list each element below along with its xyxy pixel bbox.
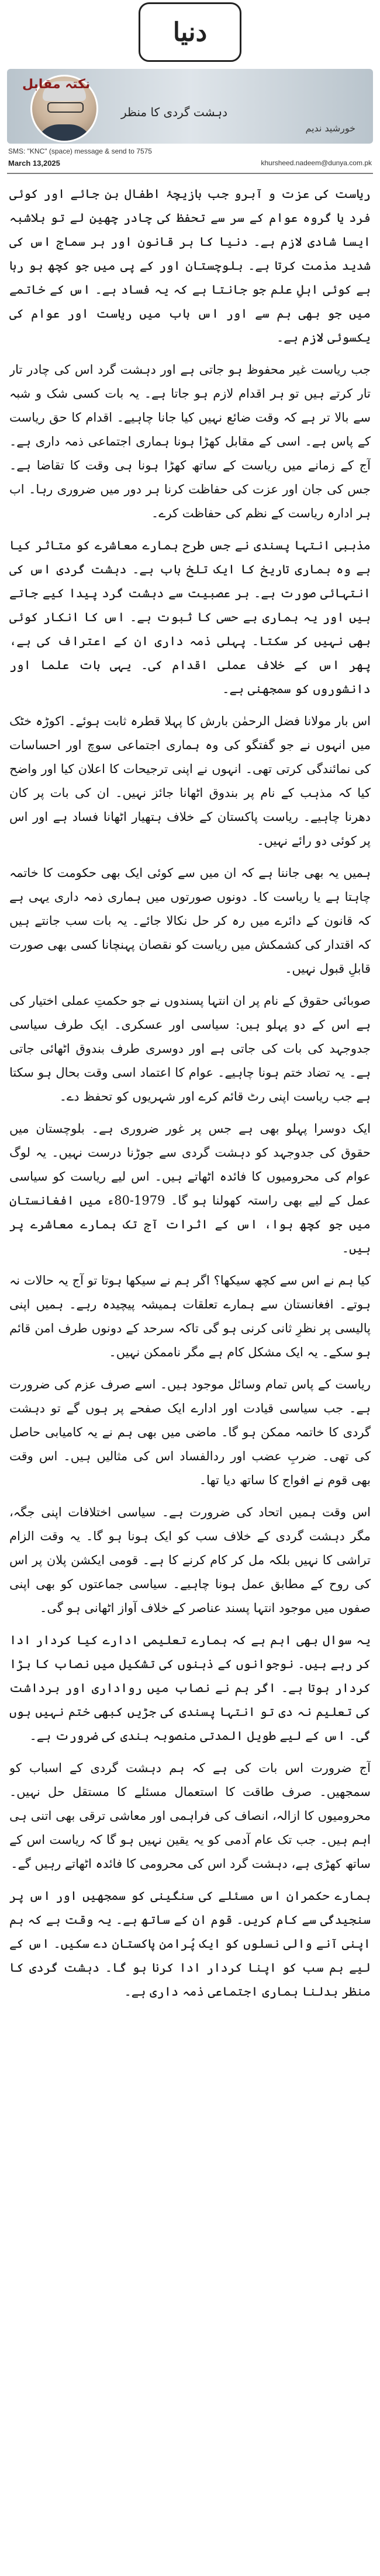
article-paragraph: آج ضرورت اس بات کی ہے کہ ہم دہشت گردی کے اسباب کو سمجھیں۔ صرف طاقت کا استعمال مسئلے کا مستقل حل نہیں۔ محرومیوں کا ازالہ، انصاف کی فراہمی اور معاشی ترقی بھی اتنی ہی اہم ہیں۔ جب تک عام آدمی کو یہ یقین نہیں ہو گا کہ ریاست اس کے ساتھ کھڑی ہے، دہشت گرد اس کی محرومی کا فائدہ اٹھاتے رہیں گے۔ (9, 1761, 371, 1871)
article-paragraph: صوبائی حقوق کے نام پر ان انتہا پسندوں نے جو حکمتِ عملی اختیار کی ہے اس کے دو پہلو ہیں: سیاسی اور عسکری۔ ایک طرف سیاسی جدوجہد کی بات کی جاتی ہے اور دوسری طرف بندوق اٹھائی جاتی ہے۔ یہ تضاد ختم ہونا چاہیے۔ عوام کا اعتماد اسی وقت بحال ہو سکتا ہے جب ریاست اپنی رٹ قائم کرے اور شہریوں کو تحفظ دے۔ (9, 994, 371, 1103)
author-email: khursheed.nadeem@dunya.com.pk (261, 159, 372, 167)
author-name: خورشید ندیم (305, 123, 355, 134)
column-header (7, 69, 373, 144)
article-paragraph: اس بار مولانا فضل الرحمٰن بارش کا پہلا قطرہ ثابت ہوئے۔ اکوڑہ خٹک میں انہوں نے جو گفتگو کی وہ ہماری اجتماعی سوچ اور احساسات کی نمائندگی کرتی تھی۔ انہوں نے اپنی ترجیحات کا اعلان کیا اور واضح کیا کہ مذہب کے نام پر بندوق اٹھانا جائز نہیں۔ ان کی بات پر کان دھرنا چاہیے۔ ریاست پاکستان کے خلاف ہتھیار اٹھانا فساد ہے اور اس پر کوئی دو رائے نہیں۔ (9, 714, 371, 848)
article-paragraph: اس وقت ہمیں اتحاد کی ضرورت ہے۔ سیاسی اختلافات اپنی جگہ، مگر دہشت گردی کے خلاف سب کو ایک ہونا ہو گا۔ یہ وقت الزام تراشی کا نہیں بلکہ مل کر کام کرنے کا ہے۔ قومی ایکشن پلان پر اس کی روح کے مطابق عمل ہونا چاہیے۔ سیاسی جماعتوں کو بھی اپنی صفوں میں موجود انتہا پسند عناصر کے خلاف آواز اٹھانی ہو گی۔ (9, 1505, 371, 1615)
header-divider (7, 173, 373, 174)
article-paragraph: ہمیں یہ بھی جاننا ہے کہ ان میں سے کوئی ایک بھی حکومت کا خاتمہ چاہتا ہے یا ریاست کا۔ دونوں صورتوں میں ہماری ذمہ داری یہی ہے کہ قانون کے دائرے میں رہ کر حل نکالا جائے۔ یہ بات سب جانتے ہیں کہ اقتدار کی کشمکش میں ریاست کو نقصان پہنچانا کسی بھی صورت قابلِ قبول نہیں۔ (9, 866, 371, 976)
column-logo: نکتہ مقابل (22, 77, 91, 92)
article-paragraph: یہ سوال بھی اہم ہے کہ ہمارے تعلیمی ادارے کیا کردار ادا کر رہے ہیں۔ نوجوانوں کے ذہنوں کی تشکیل میں نصاب کا بڑا کردار ہوتا ہے۔ اگر ہم نے نصاب میں رواداری اور برداشت کی تعلیم نہ دی تو انتہا پسندی کی جڑیں کبھی ختم نہیں ہوں گی۔ اس کے لیے طویل المدتی منصوبہ بندی کی ضرورت ہے۔ (9, 1633, 371, 1743)
column-headline: دہشت گردی کا منظر (120, 105, 228, 119)
article-paragraph: مذہبی انتہا پسندی نے جس طرح ہمارے معاشرے کو متاثر کیا ہے وہ ہماری تاریخ کا ایک تلخ باب ہے۔ دہشت گردی اس کی انتہائی صورت ہے۔ ہر عصبیت سے دہشت گرد پیدا کیے جاتے ہیں اور یہ ہماری بے حسی کا ثبوت ہے۔ اس کا انکار کوئی بھی نہیں کر سکتا۔ پہلی ذمہ داری ان کے اعتراف کی ہے، پھر اس کے خلاف عملی اقدام کی۔ یہی بات علما اور دانشوروں کو سمجھنی ہے۔ (9, 538, 371, 696)
dunya-logo (139, 2, 241, 62)
dunya-logo-text: دنیا (172, 17, 208, 47)
sms-instruction: SMS: "KNC" (space) message & send to 7575 (8, 147, 152, 155)
article-body (9, 182, 371, 2564)
publish-date: March 13,2025 (8, 159, 60, 168)
article-paragraph: جب ریاست غیر محفوظ ہو جاتی ہے اور دہشت گرد اس کی چادر تار تار کرتے ہیں تو ہر اقدام لازم ہو جاتا ہے۔ یہ بات کسی شک و شبہ سے بالا تر ہے کہ وقت ضائع نہیں کیا جانا چاہیے۔ اقدام کا حق ریاست کے پاس ہے۔ اسی کے مقابل کھڑا ہونا ہماری اجتماعی ذمہ داری ہے۔ آج کے زمانے میں ریاست کے ساتھ کھڑا ہونا ہی وقت کا تقاضا ہے۔ جس کی جان اور عزت کی حفاظت کرنا ہر دور میں ضروری رہا۔ اب ہر ادارہ ریاست کے نظم کی حفاظت کرے۔ (9, 363, 371, 520)
article-paragraph: ہمارے حکمران اس مسئلے کی سنگینی کو سمجھیں اور اس پر سنجیدگی سے کام کریں۔ قوم ان کے ساتھ ہے۔ یہ وقت ہے کہ ہم اپنی آنے والی نسلوں کو ایک پُرامن پاکستان دے سکیں۔ اس کے لیے ہم سب کو اپنا کردار ادا کرنا ہو گا۔ دہشت گردی کا منظر بدلنا ہماری اجتماعی ذمہ داری ہے۔ (9, 1889, 371, 1999)
article-paragraph: ریاست کی عزت و آبرو جب بازیچۂ اطفال بن جائے اور کوئی فرد یا گروہ عوام کے سر سے تحفظ کی چادر چھین لے تو بلاشبہ ایسا شادی لازم ہے۔ دنیا کا ہر قانون اور ہر سماج اس کی شدید مذمت کرتا ہے۔ بلوچستان اور کے پی میں جو کچھ ہو رہا ہے کوئی اہلِ علم جو جانتا ہے کہ یہ فساد ہے۔ اس کے خاتمے میں جو بھی ہم سے اور اس باب میں ریاست اور عوام کی یکسوئی لازم ہے۔ (9, 187, 371, 344)
article-paragraph: ایک دوسرا پہلو بھی ہے جس پر غور ضروری ہے۔ بلوچستان میں حقوق کی جدوجہد کو دہشت گردی سے جوڑنا درست نہیں۔ یہ لوگ عوام کی محرومیوں کا فائدہ اٹھاتے ہیں۔ اس لیے ریاست کو سیاسی عمل کے لیے بھی راستہ کھولنا ہو گا۔ 1979-80ء میں افغانستان میں جو کچھ ہوا، اس کے اثرات آج تک ہمارے معاشرے پر ہیں۔ (9, 1122, 371, 1255)
masthead (0, 0, 380, 64)
article-paragraph: ریاست کے پاس تمام وسائل موجود ہیں۔ اسے صرف عزم کی ضرورت ہے۔ جب سیاسی قیادت اور ادارے ایک صفحے پر ہوں گے تو دہشت گردی کا خاتمہ ممکن ہو گا۔ ماضی میں بھی ہم نے یہ کامیابی حاصل کی تھی۔ ضربِ عضب اور ردالفساد اس کی مثالیں ہیں۔ اس وقت بھی قوم نے افواج کا ساتھ دیا تھا۔ (9, 1377, 371, 1487)
article-paragraph: کیا ہم نے اس سے کچھ سیکھا؟ اگر ہم نے سیکھا ہوتا تو آج یہ حالات نہ ہوتے۔ افغانستان سے ہمارے تعلقات ہمیشہ پیچیدہ رہے۔ ہمیں اپنی پالیسی پر نظرِ ثانی کرنی ہو گی تاکہ سرحد کے دونوں طرف امن قائم ہو سکے۔ یہ ایک مشکل کام ہے مگر ناممکن نہیں۔ (9, 1273, 371, 1359)
